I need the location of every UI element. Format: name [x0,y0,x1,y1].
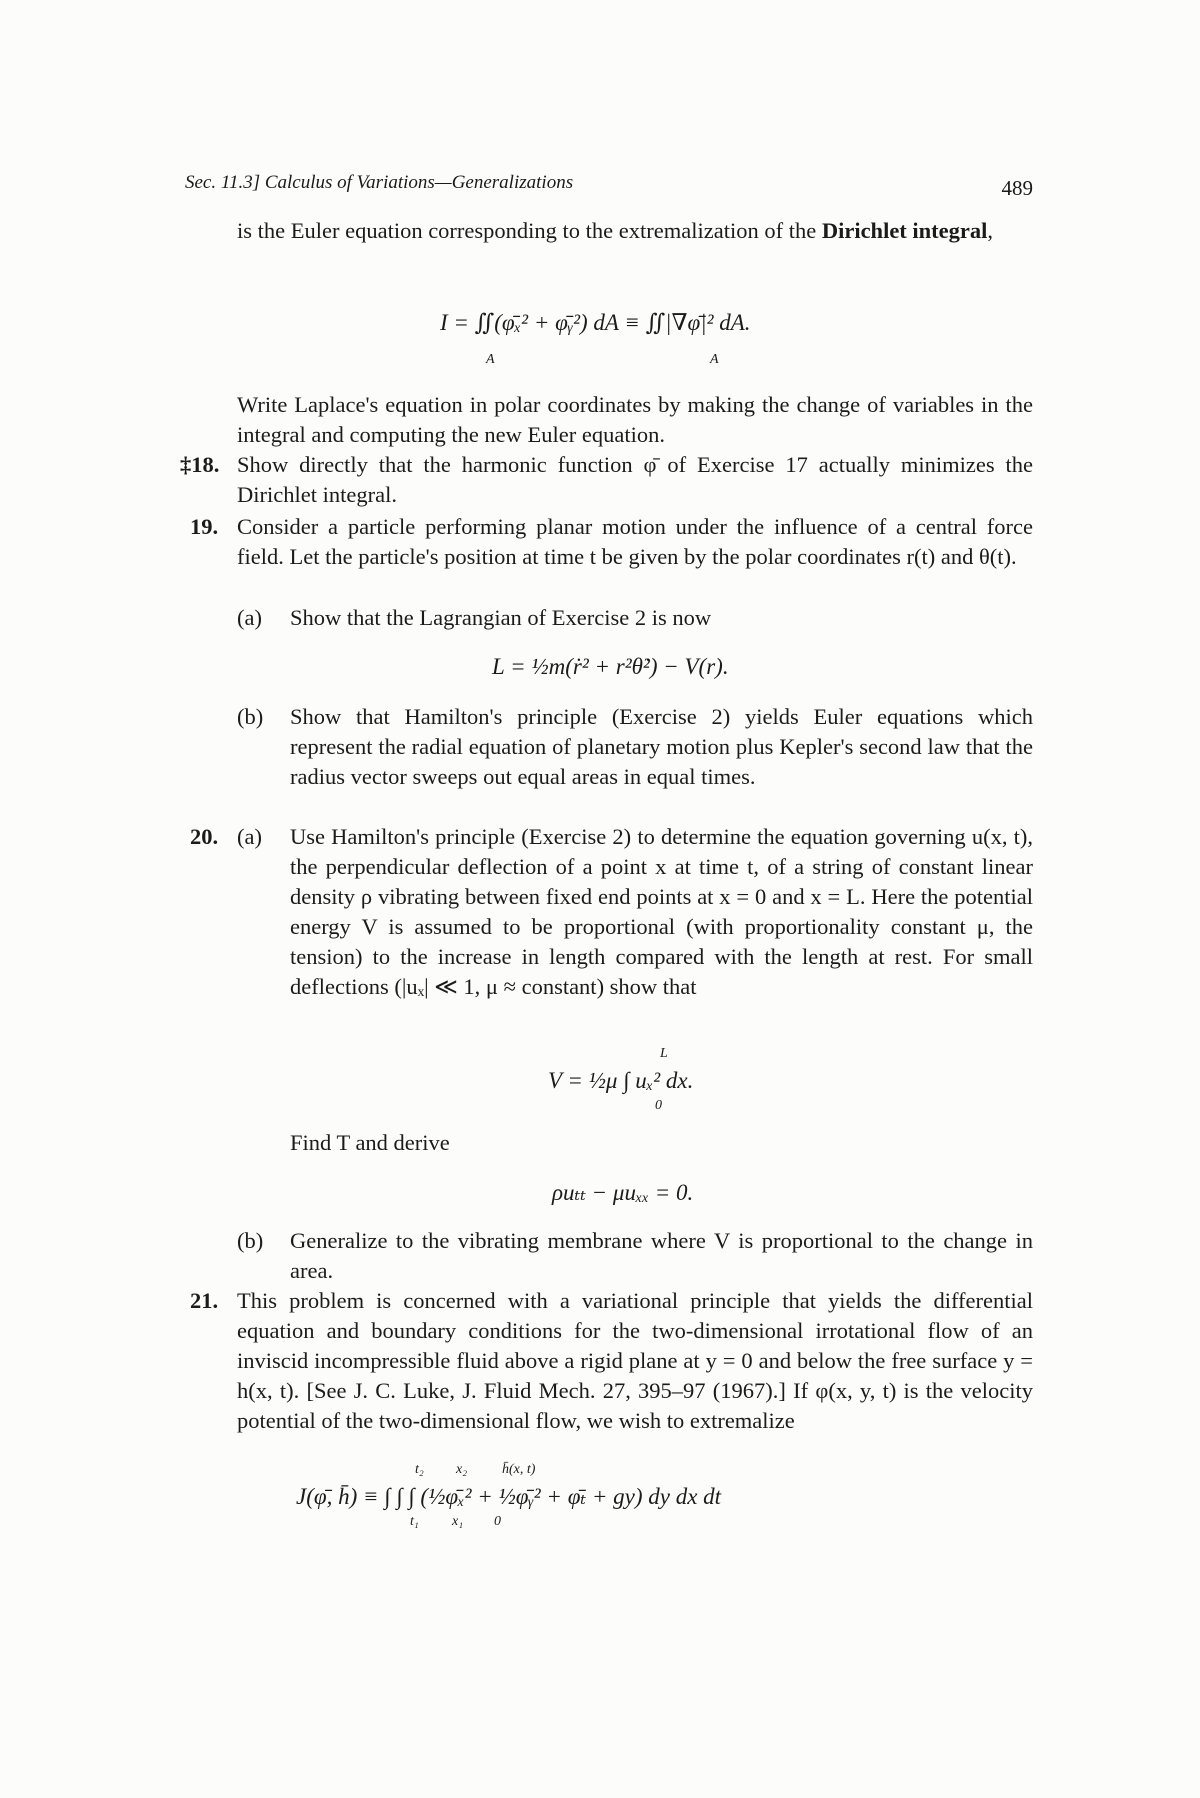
potential-energy-equation: V = ½μ ∫ uₓ² dx. [548,1068,694,1093]
exercise-21-text: This problem is concerned with a variational principle that yields the differential equation and boundary conditions for the two-dimensional irrotational flow of an inviscid incompressible fluid above a rigid plane at y = 0 and below the free surface y = h(x, t). [See J. C. Luke, J. Fluid Mech. 27, 395–97 (1967).] If φ(x, y, t) is the velocity potential of the two-dimensional flow, we wish to extremalize [237,1288,1033,1433]
lagrangian-equation: L = ½m(ṙ² + r²θ̇²) − V(r). [492,654,729,679]
section-title: Sec. 11.3] Calculus of Variations—Generalizations [185,172,574,193]
y-upper-limit: h̄(x, t) [502,1462,536,1477]
integral-lower-limit: 0 [655,1098,662,1113]
page-number: 489 [1001,176,1033,200]
t-upper-limit: t₂ [415,1462,424,1477]
exercise-19-text: Consider a particle performing planar motion under the influence of a central force field. Let the particle's position at time t be given by the polar coordinates r(t) and θ(t). [237,514,1033,569]
t-lower-limit: t₁ [410,1514,419,1529]
exercise-20a-label: (a) [237,824,262,849]
running-header [185,168,1033,204]
x-lower-limit: x₁ [452,1514,464,1529]
exercise-20a-text: Use Hamilton's principle (Exercise 2) to determine the equation governing u(x, t), the perpendicular deflection of a point x at time t, of a string of constant linear density ρ vibrating between fixed end points at x = 0 and x = L. Here the potential energy V is assumed to be proportional (with proportionality constant μ, the tension) to the increase in length compared with the length at rest. For small deflections (|uₓ| ≪ 1, μ ≈ constant) show that [290,824,1033,999]
dirichlet-integral-equation: I = ∬(φ̄ₓ² + φ̄ᵧ²) dA ≡ ∬|∇φ̄|² dA. [440,310,751,335]
exercise-19-number: 19. [190,514,219,539]
dirichlet-region-label-2: A [710,352,719,367]
dirichlet-integral-term: Dirichlet integral [821,218,988,243]
x-upper-limit: x₂ [456,1462,468,1477]
exercise-21-number: 21. [190,1288,219,1313]
intro-comma: , [987,218,994,243]
exercise-18-text: Show directly that the harmonic function φ̄ of Exercise 17 actually minimizes the Dirichlet integral. [237,452,1033,507]
intro-paragraph [237,216,1033,246]
exercise-20b-text: Generalize to the vibrating membrane where V is proportional to the change in area. [290,1228,1033,1283]
exercise-19a-label: (a) [237,605,262,630]
exercise-18-number: ‡18. [180,452,220,477]
polar-paragraph: Write Laplace's equation in polar coordinates by making the change of variables in the integral and computing the new Euler equation. [237,392,1033,447]
intro-line: is the Euler equation corresponding to the extremalization of the [237,218,817,243]
exercise-19b-text: Show that Hamilton's principle (Exercise 2) yields Euler equations which represent the radial equation of planetary motion plus Kepler's second law that the radius vector sweeps out equal areas in equal times. [290,704,1033,789]
exercise-20b-label: (b) [237,1228,264,1253]
exercise-20-number: 20. [190,824,219,849]
integral-upper-limit: L [660,1046,668,1061]
y-lower-limit: 0 [494,1514,501,1529]
luke-functional-equation: J(φ̄, h̄) ≡ ∫ ∫ ∫ (½φ̄ₓ² + ½φ̄ᵧ² + φ̄ₜ + gy) dy dx dt [296,1484,722,1509]
exercise-19b-label: (b) [237,704,264,729]
dirichlet-region-label-1: A [486,352,495,367]
find-T-text: Find T and derive [290,1130,450,1155]
exercise-19a-text: Show that the Lagrangian of Exercise 2 is now [290,605,712,630]
wave-equation: ρuₜₜ − μuₓₓ = 0. [552,1180,694,1205]
